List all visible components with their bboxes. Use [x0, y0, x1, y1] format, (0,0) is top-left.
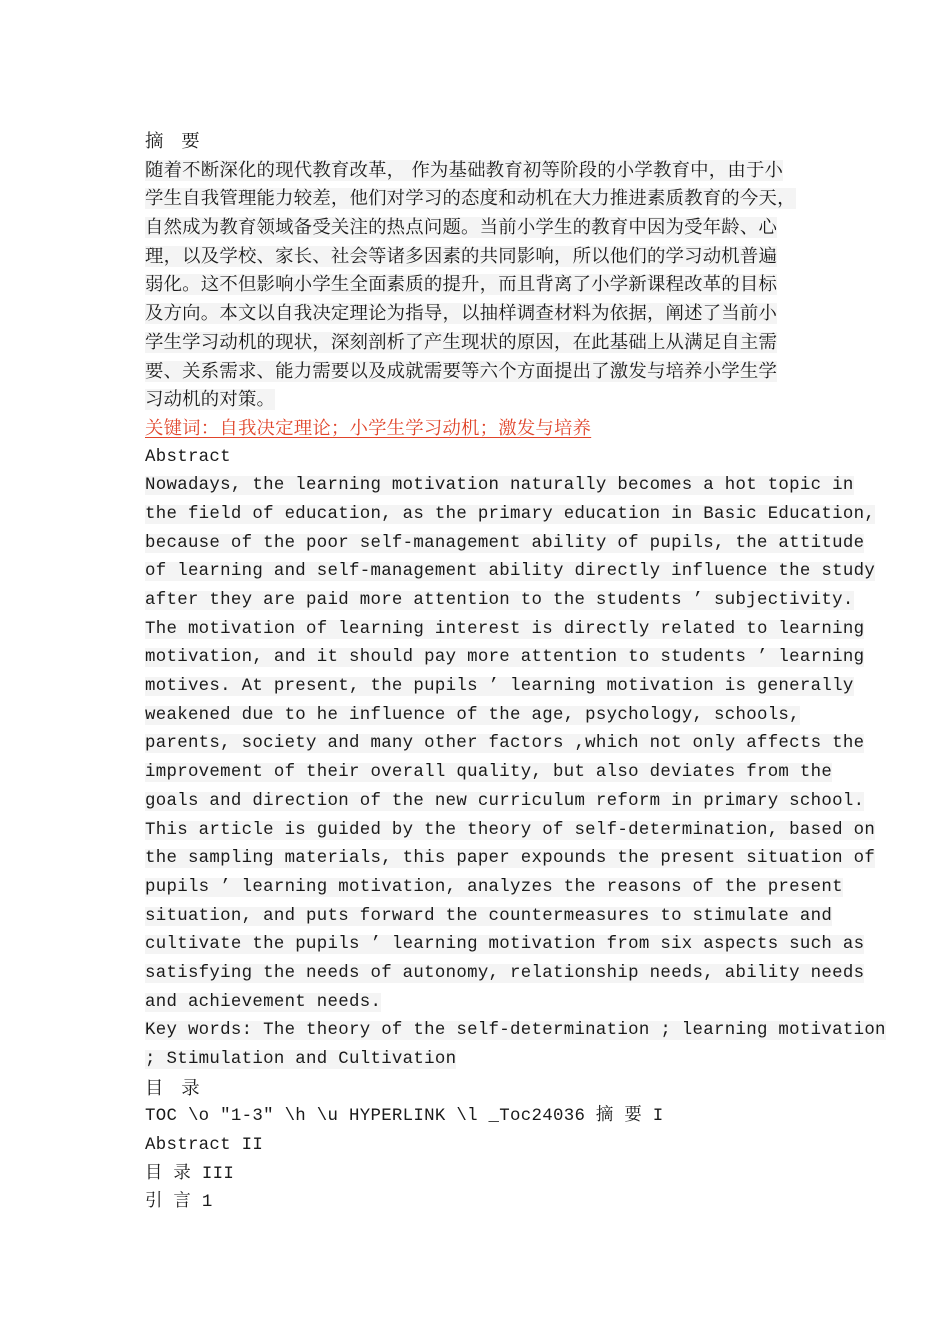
- abstract-cn-line: 随着不断深化的现代教育改革， 作为基础教育初等阶段的小学教育中，由于小: [145, 159, 784, 181]
- abstract-en-line: parents, society and many other factors ,which not only affects the: [145, 734, 865, 754]
- toc-entry[interactable]: 引 言 1: [145, 1193, 213, 1213]
- abstract-en-paragraph: [145, 472, 876, 1017]
- abstract-en-line: because of the poor self-management ability of pupils, the attitude: [145, 533, 865, 553]
- abstract-en-line: the sampling materials, this paper expounds the present situation of: [145, 849, 876, 869]
- abstract-en-line: situation, and puts forward the countermeasures to stimulate and: [145, 906, 833, 926]
- abstract-en-line: of learning and self-management ability directly influence the study: [145, 562, 876, 582]
- abstract-en-line: weakened due to he influence of the age, psychology, schools,: [145, 705, 800, 725]
- table-of-contents: [145, 1103, 825, 1218]
- abstract-cn-line: 弱化。这不但影响小学生全面素质的提升，而且背离了小学新课程改革的目标: [145, 274, 778, 296]
- keywords-en-line: Key words: The theory of the self-determination ; learning motivation: [145, 1021, 886, 1041]
- toc-heading: 目 录: [145, 1077, 206, 1099]
- keywords-en: [145, 1017, 886, 1074]
- toc-entry[interactable]: Abstract II: [145, 1136, 264, 1156]
- abstract-cn-line: 学生学习动机的现状，深刻剖析了产生现状的原因，在此基础上从满足自主需: [145, 331, 778, 353]
- abstract-en-line: pupils ’ learning motivation, analyzes the reasons of the present: [145, 877, 843, 897]
- abstract-en-line: improvement of their overall quality, but also deviates from the: [145, 763, 833, 783]
- abstract-en-line: the field of education, as the primary education in Basic Education,: [145, 504, 876, 524]
- abstract-en-line: cultivate the pupils ’ learning motivation from six aspects such as: [145, 935, 865, 955]
- abstract-en-line: motivation, and it should pay more attention to students ’ learning: [145, 648, 865, 668]
- toc-field-code[interactable]: TOC \o "1-3" \h \u HYPERLINK \l _Toc24036 摘 要 I: [145, 1107, 664, 1127]
- abstract-en-line: The motivation of learning interest is directly related to learning: [145, 619, 865, 639]
- abstract-cn-line: 要、关系需求、能力需要以及成就需要等六个方面提出了激发与培养小学生学: [145, 360, 778, 382]
- abstract-cn-line: 习动机的对策。: [145, 389, 276, 411]
- document-body: [145, 128, 886, 1218]
- abstract-en-line: and achievement needs.: [145, 992, 382, 1012]
- abstract-cn-line: 理，以及学校、家长、社会等诸多因素的共同影响，所以他们的学习动机普遍: [145, 245, 778, 267]
- keywords-cn-link[interactable]: 关键词：自我决定理论；小学生学习动机；激发与培养: [145, 417, 592, 439]
- toc-entry[interactable]: 目 录 III: [145, 1164, 235, 1184]
- abstract-cn-line: 学生自我管理能力较差，他们对学习的态度和动机在大力推进素质教育的今天，: [145, 188, 796, 210]
- abstract-en-line: goals and direction of the new curriculum reform in primary school.: [145, 791, 865, 811]
- abstract-en-line: after they are paid more attention to the students ’ subjectivity.: [145, 591, 854, 610]
- abstract-en-heading: Abstract: [145, 447, 231, 467]
- abstract-cn-line: 自然成为教育领域备受关注的热点问题。当前小学生的教育中因为受年龄、心: [145, 217, 778, 239]
- abstract-cn-line: 及方向。本文以自我决定理论为指导，以抽样调查材料为依据，阐述了当前小: [145, 303, 778, 325]
- abstract-cn-heading: 摘 要: [145, 131, 206, 152]
- abstract-cn-paragraph: [145, 157, 825, 415]
- abstract-en-line: motives. At present, the pupils ’ learning motivation is generally: [145, 677, 854, 697]
- abstract-en-line: satisfying the needs of autonomy, relationship needs, ability needs: [145, 963, 865, 983]
- abstract-en-line: Nowadays, the learning motivation naturally becomes a hot topic in: [145, 476, 854, 496]
- keywords-en-line: ; Stimulation and Cultivation: [145, 1050, 457, 1069]
- abstract-en-line: This article is guided by the theory of self-determination, based on: [145, 820, 876, 840]
